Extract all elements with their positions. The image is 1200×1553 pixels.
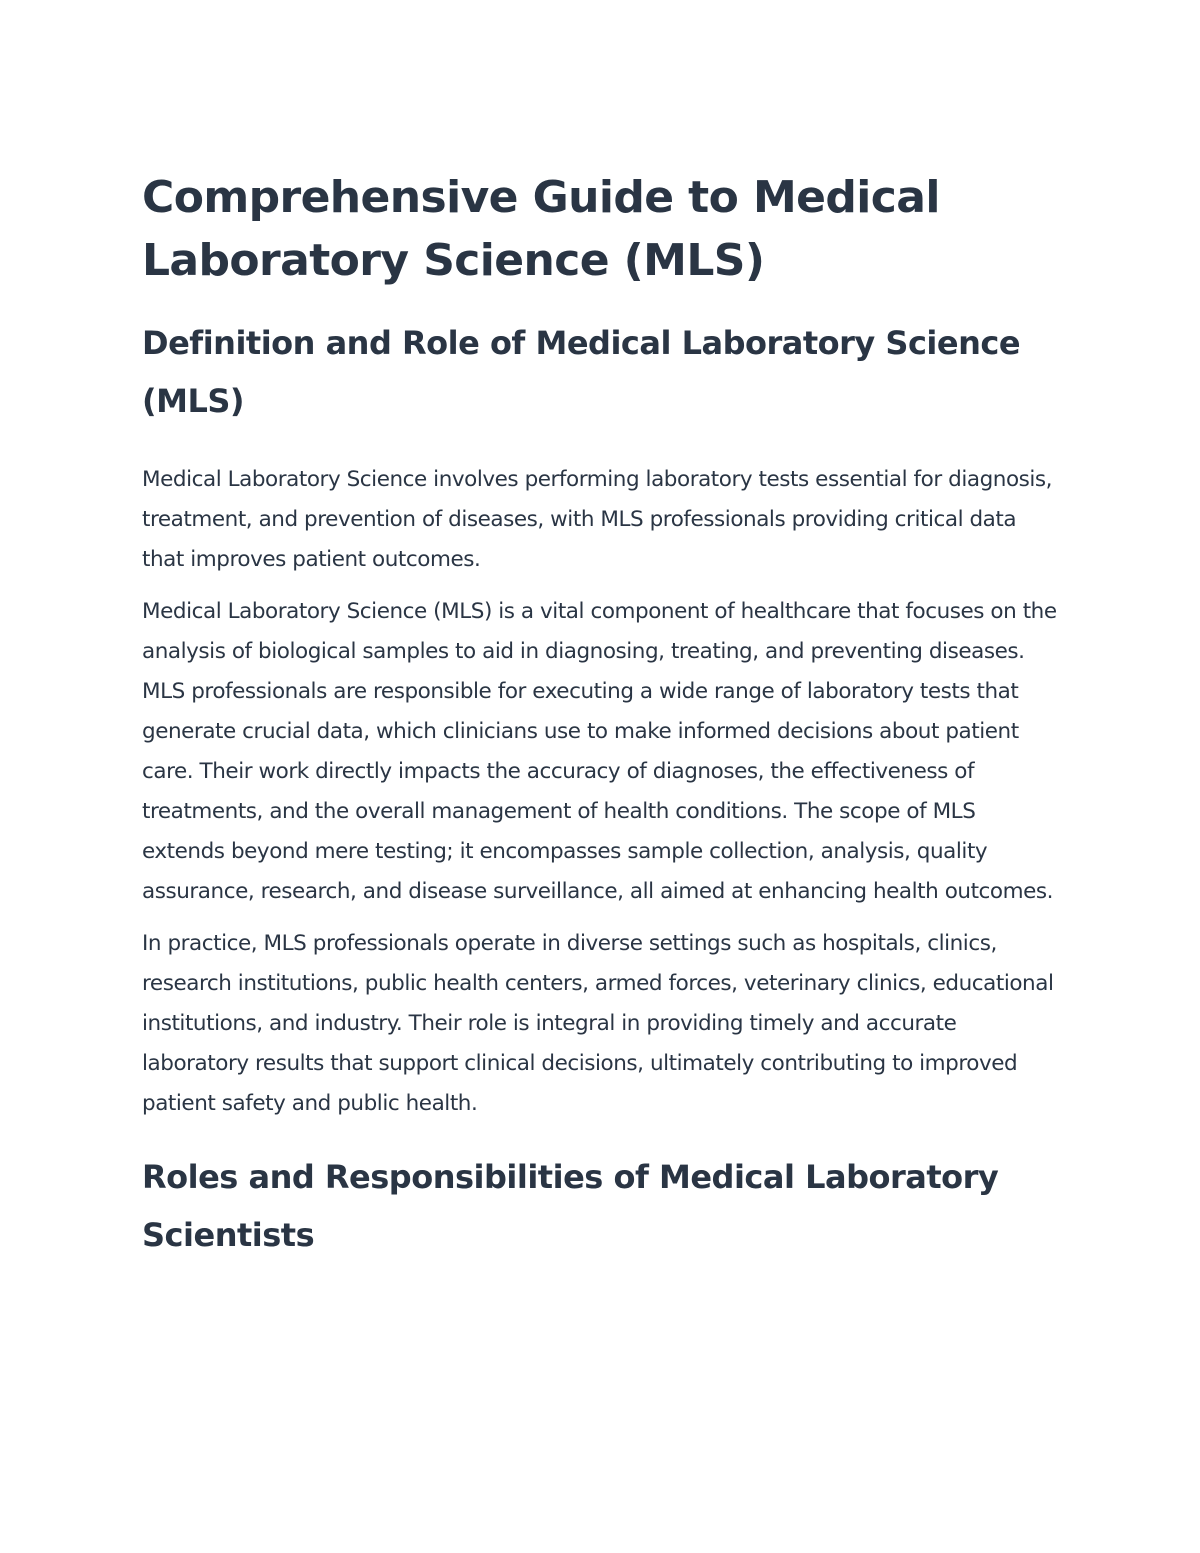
paragraph-practice: In practice, MLS professionals operate in diverse settings such as hospitals, clinics, research institutions, public health centers, armed forces, veterinary clinics, educational institutions, and industry. Their role is integral in providing timely and accurate laboratory results that support clinical decisions, ultimately contributing to improved patient safety and public health. bbox=[142, 931, 1054, 1116]
paragraph-overview: Medical Laboratory Science (MLS) is a vital component of healthcare that focuses on the analysis of biological samples to aid in diagnosing, treating, and preventing diseases. MLS professionals are responsible for executing a wide range of laboratory tests that generate crucial data, which clinicians use to make informed decisions about patient care. Their work directly impacts the accuracy of diagnoses, the effectiveness of treatments, and the overall management of health conditions. The scope of MLS extends beyond mere testing; it encompasses sample collection, analysis, quality assurance, research, and disease surveillance, all aimed at enhancing health outcomes. bbox=[142, 599, 1057, 904]
paragraph-summary: Medical Laboratory Science involves performing laboratory tests essential for diagnosis, treatment, and prevention of diseases, with MLS professionals providing critical data that improves patient outcomes. bbox=[142, 467, 1053, 572]
section-heading-definition: Definition and Role of Medical Laboratory Science (MLS) bbox=[142, 324, 1021, 420]
document-title: Comprehensive Guide to Medical Laboratory Science (MLS) bbox=[142, 172, 940, 286]
document-page bbox=[142, 166, 1062, 1264]
section-heading-roles: Roles and Responsibilities of Medical Laboratory Scientists bbox=[142, 1158, 999, 1254]
